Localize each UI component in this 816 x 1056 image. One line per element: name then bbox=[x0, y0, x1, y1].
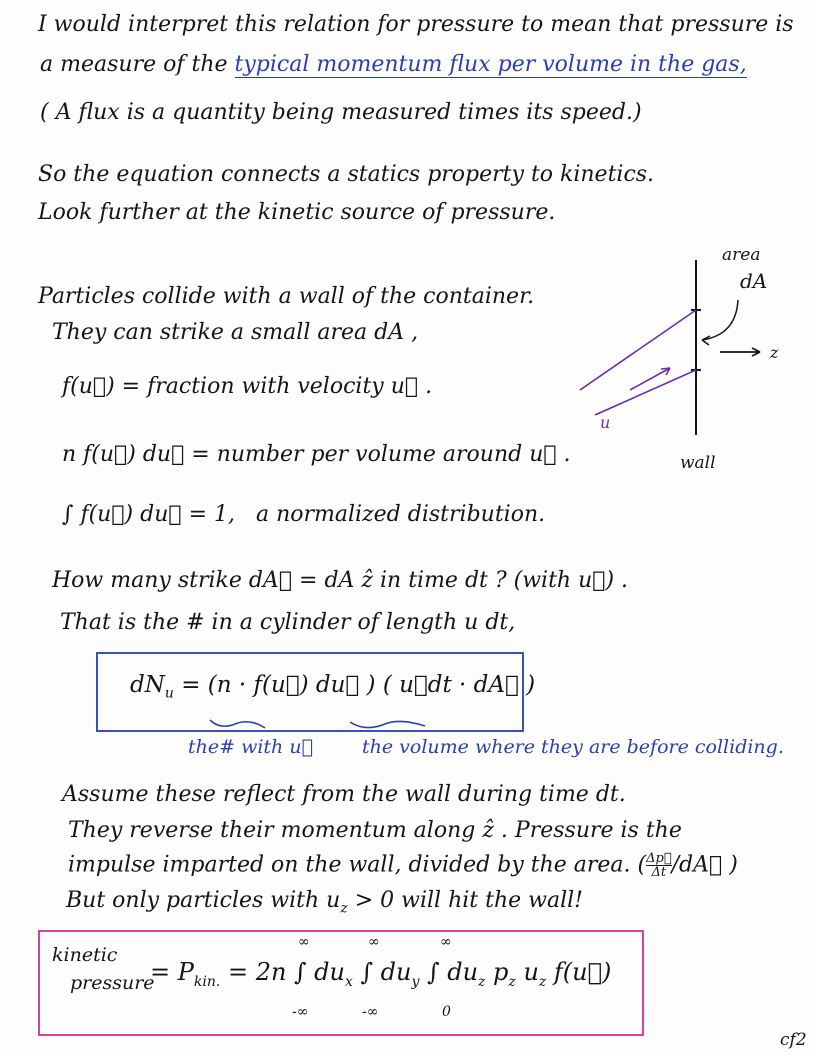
para3-eq1 bbox=[62, 374, 432, 399]
para1-line2 bbox=[40, 52, 747, 77]
para1-line2-a: a measure of the bbox=[40, 52, 235, 77]
boxed-eq-sub: u bbox=[164, 685, 174, 702]
kinetic-pressure-equation bbox=[150, 958, 611, 990]
frac-top: Δp⃗ bbox=[646, 851, 672, 866]
para3-line1: Particles collide with a wall of the container. bbox=[38, 284, 535, 309]
para3-eq2-rhs: number per volume around u⃗ . bbox=[216, 442, 571, 467]
para3-eq2 bbox=[62, 442, 571, 467]
final-sub-uz: z bbox=[538, 973, 547, 990]
para1-line2-b: typical momentum flux per volume in the gas, bbox=[234, 52, 747, 77]
final-eq-a: = P bbox=[150, 958, 194, 986]
u-label: u bbox=[600, 413, 611, 432]
kinetic-label-1: kinetic bbox=[52, 944, 118, 966]
para3-eq2-lhs: n f(u⃗) du⃗ = bbox=[62, 442, 217, 467]
para4-line2: That is the # in a cylinder of length u dt, bbox=[60, 610, 516, 635]
velocity-arrow bbox=[630, 368, 670, 390]
para3-line2: They can strike a small area dA , bbox=[52, 320, 419, 345]
para5-line3 bbox=[68, 852, 738, 879]
wall-label: wall bbox=[680, 453, 716, 473]
kinetic-label-2: pressure bbox=[70, 972, 155, 994]
para3-eq3 bbox=[62, 502, 545, 527]
cylinder-edge-bottom bbox=[595, 370, 696, 415]
final-sub-y: y bbox=[411, 973, 420, 990]
limit1-top: ∞ bbox=[298, 934, 310, 950]
final-eq-d: ∫ du bbox=[419, 958, 479, 986]
area-label: area bbox=[722, 245, 761, 265]
para1-line3: ( A flux is a quantity being measured times its speed.) bbox=[40, 100, 642, 125]
limit2-bottom: -∞ bbox=[362, 1004, 379, 1020]
para3-eq1-lhs: f(u⃗) = bbox=[62, 374, 148, 399]
para5-line4 bbox=[66, 888, 583, 916]
underbraces bbox=[180, 712, 460, 738]
limit1-bottom: -∞ bbox=[292, 1004, 309, 1020]
impulse-fraction bbox=[646, 852, 672, 879]
note-number-with-u: the# with u⃗ bbox=[188, 736, 313, 758]
para5-line1: Assume these reflect from the wall during time dt. bbox=[62, 782, 626, 807]
limit3-bottom: 0 bbox=[442, 1004, 451, 1020]
z-label: z bbox=[770, 343, 779, 362]
para2-line1: So the equation connects a statics property to kinetics. bbox=[38, 162, 655, 187]
para3-eq3-lhs: ∫ f(u⃗) du⃗ = 1, bbox=[62, 502, 235, 527]
final-eq-f: u bbox=[515, 958, 539, 986]
para5-line3-b: /dA⃗ ) bbox=[671, 852, 738, 878]
para4-line1: How many strike dA⃗ = dA ẑ in time dt ? (with u⃗) . bbox=[52, 568, 629, 593]
final-sub-x: x bbox=[345, 973, 353, 990]
para5-line2: They reverse their momentum along ẑ . Pressure is the bbox=[68, 818, 682, 843]
final-eq-c: ∫ du bbox=[352, 958, 412, 986]
para5-line3-a: impulse imparted on the wall, divided by the area. ( bbox=[68, 852, 647, 878]
para5-line4-a: But only particles with u bbox=[66, 888, 341, 913]
final-sub-pz: z bbox=[508, 973, 516, 990]
boxed-equation bbox=[130, 672, 535, 702]
para5-line4-b: > 0 will hit the wall! bbox=[347, 888, 583, 913]
final-eq-sub: kin. bbox=[193, 973, 221, 990]
final-eq-g: f(u⃗) bbox=[546, 958, 612, 986]
limit3-top: ∞ bbox=[440, 934, 452, 950]
area-pointer bbox=[702, 300, 738, 340]
para5-line4-sub: z bbox=[340, 900, 348, 917]
final-sub-z: z bbox=[478, 973, 486, 990]
boxed-eq-b: = (n · f(u⃗) du⃗ ) ( u⃗dt · dA⃗ ) bbox=[173, 672, 536, 698]
para3-eq1-rhs: fraction with velocity u⃗ . bbox=[147, 374, 433, 399]
wall-diagram bbox=[560, 240, 816, 480]
para3-eq3-rhs: a normalized distribution. bbox=[255, 502, 546, 527]
signature: cf2 bbox=[780, 1030, 807, 1050]
para2-line2: Look further at the kinetic source of pressure. bbox=[38, 200, 556, 225]
dA-label: dA bbox=[740, 269, 768, 293]
boxed-eq-a: dN bbox=[130, 672, 165, 698]
frac-bot: Δt bbox=[651, 865, 667, 880]
final-eq-e: p bbox=[485, 958, 509, 986]
note-volume: the volume where they are before colliding. bbox=[362, 736, 784, 758]
para1-line1: I would interpret this relation for pressure to mean that pressure is bbox=[38, 12, 794, 37]
limit2-top: ∞ bbox=[368, 934, 380, 950]
final-eq-b: = 2n ∫ du bbox=[220, 958, 346, 986]
